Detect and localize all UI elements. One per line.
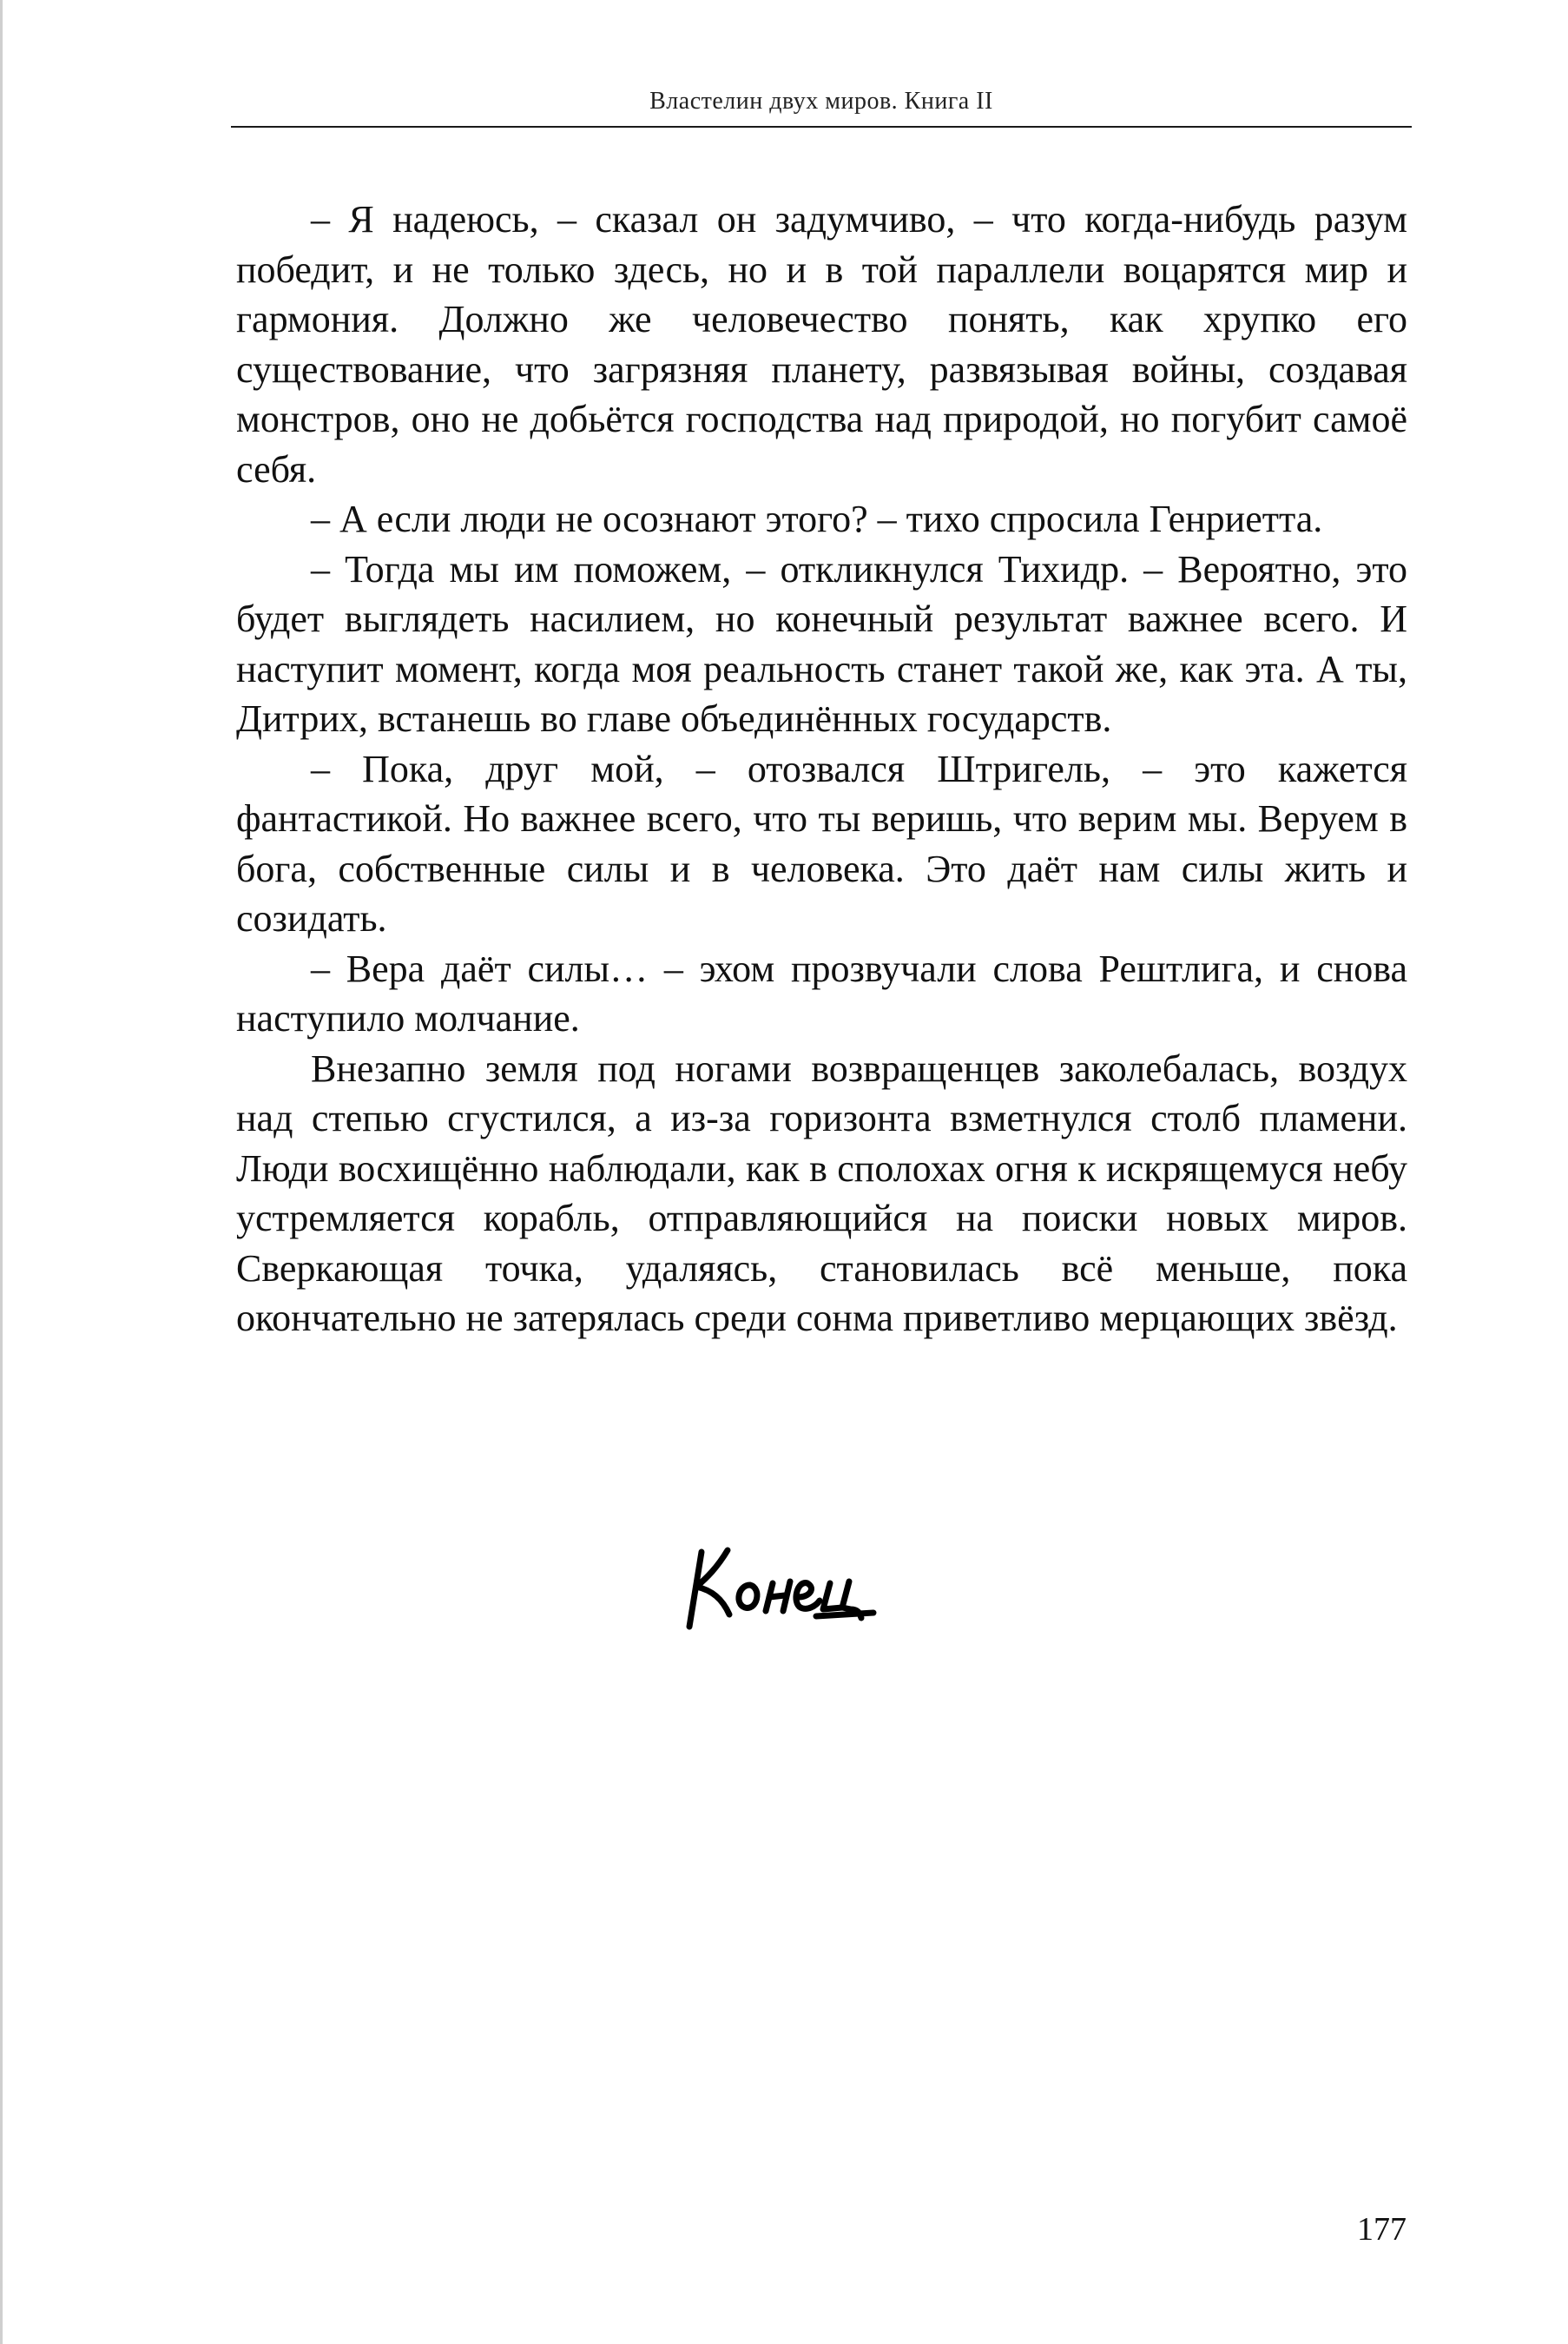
header-rule [231,126,1412,128]
paragraph: – Пока, друг мой, – отозвался Штригель, – это кажется фантастикой. Но важнее всего, что ты веришь, что верим мы. Веруем в бога, собственные силы и в человека. Это даёт нам силы жить и созидать. [236,747,1407,940]
page-edge [0,0,3,2344]
paragraph: – Вера даёт силы… – эхом прозвучали слова Рештлига, и снова наступило молчание. [236,947,1407,1040]
running-header: Властелин двух миров. Книга II [649,88,993,115]
page-number: 177 [1357,2211,1407,2248]
paragraph: – Тогда мы им поможем, – откликнулся Тихидр. – Вероятно, это будет выглядеть насилием, но конечный результат важнее всего. И наступит момент, когда моя реальность станет такой же, как эта. А ты, Дитрих, встанешь во главе объединённых государств. [236,547,1407,740]
paragraph: Внезапно земля под ногами возвращенцев заколебалась, воздух над степью сгустился, а из-за горизонта взметнулся столб пламени. Люди восхищённо наблюдали, как в сполохах огня к искрящемуся небу устремляется корабль, отправляющийся на поиски новых миров. Сверкающая точка, удаляясь, становилась всё меньше, пока окончательно не затерялась среди сонма приветливо мерцающих звёзд. [236,1047,1407,1339]
body-text [236,195,1407,1344]
the-end-handwritten [677,1533,886,1637]
paragraph: – А если люди не осознают этого? – тихо спросила Генриетта. [311,498,1323,540]
paragraph: – Я надеюсь, – сказал он задумчиво, – что когда-нибудь разум победит, и не только здесь, но и в той параллели воцарятся мир и гармония. Должно же человечество понять, как хрупко его существование, что загрязняя планету, развязывая войны, создавая монстров, оно не добьётся господства над природой, но погубит самоё себя. [236,198,1407,491]
